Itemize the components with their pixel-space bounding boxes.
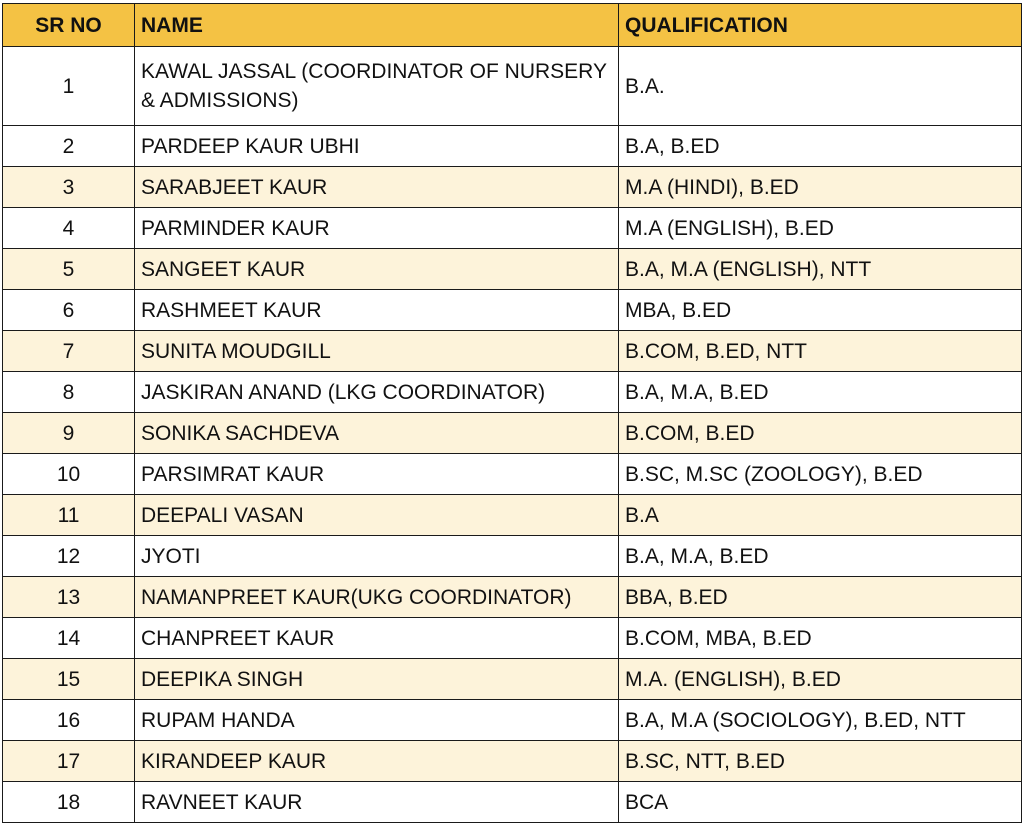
name-cell: DEEPALI VASAN (135, 495, 619, 536)
table-row (3, 290, 1022, 331)
table-row (3, 577, 1022, 618)
sr-no-cell: 11 (3, 495, 135, 536)
table-row (3, 249, 1022, 290)
table-row (3, 659, 1022, 700)
qualification-cell: BCA (619, 782, 1022, 823)
qualification-cell: B.COM, B.ED, NTT (619, 331, 1022, 372)
qualification-cell: B.A, B.ED (619, 126, 1022, 167)
qualification-cell: B.A, M.A (SOCIOLOGY), B.ED, NTT (619, 700, 1022, 741)
qualification-cell: B.COM, MBA, B.ED (619, 618, 1022, 659)
sr-no-cell: 7 (3, 331, 135, 372)
qualification-cell: B.A, M.A, B.ED (619, 536, 1022, 577)
name-cell: RASHMEET KAUR (135, 290, 619, 331)
table-row (3, 331, 1022, 372)
name-cell: PARDEEP KAUR UBHI (135, 126, 619, 167)
sr-no-cell: 10 (3, 454, 135, 495)
name-cell: SUNITA MOUDGILL (135, 331, 619, 372)
name-cell: JASKIRAN ANAND (LKG COORDINATOR) (135, 372, 619, 413)
sr-no-cell: 14 (3, 618, 135, 659)
qualification-cell: B.A, M.A (ENGLISH), NTT (619, 249, 1022, 290)
sr-no-cell: 3 (3, 167, 135, 208)
table-row (3, 208, 1022, 249)
sr-no-cell: 4 (3, 208, 135, 249)
sr-no-cell: 13 (3, 577, 135, 618)
table-row (3, 126, 1022, 167)
qualification-cell: B.SC, NTT, B.ED (619, 741, 1022, 782)
qualification-cell: B.SC, M.SC (ZOOLOGY), B.ED (619, 454, 1022, 495)
name-cell: DEEPIKA SINGH (135, 659, 619, 700)
qualification-cell: B.A (619, 495, 1022, 536)
qualification-cell: BBA, B.ED (619, 577, 1022, 618)
name-cell: SARABJEET KAUR (135, 167, 619, 208)
sr-no-cell: 16 (3, 700, 135, 741)
sr-no-cell: 18 (3, 782, 135, 823)
table-row (3, 536, 1022, 577)
sr-no-cell: 2 (3, 126, 135, 167)
name-cell: RUPAM HANDA (135, 700, 619, 741)
table-row (3, 47, 1022, 126)
name-cell: NAMANPREET KAUR(UKG COORDINATOR) (135, 577, 619, 618)
name-cell: KIRANDEEP KAUR (135, 741, 619, 782)
table-row (3, 741, 1022, 782)
qualification-cell: B.A. (619, 47, 1022, 126)
name-cell: PARSIMRAT KAUR (135, 454, 619, 495)
name-cell: SANGEET KAUR (135, 249, 619, 290)
name-cell: PARMINDER KAUR (135, 208, 619, 249)
table-row (3, 454, 1022, 495)
name-cell: KAWAL JASSAL (COORDINATOR OF NURSERY & ADMISSIONS) (135, 47, 619, 126)
header-qualification: QUALIFICATION (619, 4, 1022, 47)
sr-no-cell: 6 (3, 290, 135, 331)
sr-no-cell: 12 (3, 536, 135, 577)
table-row (3, 700, 1022, 741)
sr-no-cell: 1 (3, 47, 135, 126)
sr-no-cell: 15 (3, 659, 135, 700)
table-body (3, 47, 1022, 823)
qualification-cell: M.A (ENGLISH), B.ED (619, 208, 1022, 249)
name-cell: SONIKA SACHDEVA (135, 413, 619, 454)
table-row (3, 618, 1022, 659)
qualification-cell: M.A. (ENGLISH), B.ED (619, 659, 1022, 700)
sr-no-cell: 9 (3, 413, 135, 454)
qualification-cell: MBA, B.ED (619, 290, 1022, 331)
header-row (3, 4, 1022, 47)
name-cell: JYOTI (135, 536, 619, 577)
header-sr-no: SR NO (3, 4, 135, 47)
name-cell: RAVNEET KAUR (135, 782, 619, 823)
table-row (3, 413, 1022, 454)
table-row (3, 167, 1022, 208)
table-row (3, 782, 1022, 823)
qualification-cell: B.COM, B.ED (619, 413, 1022, 454)
table-row (3, 372, 1022, 413)
sr-no-cell: 5 (3, 249, 135, 290)
sr-no-cell: 17 (3, 741, 135, 782)
sr-no-cell: 8 (3, 372, 135, 413)
staff-table (2, 3, 1022, 823)
name-cell: CHANPREET KAUR (135, 618, 619, 659)
table-row (3, 495, 1022, 536)
table-header (3, 4, 1022, 47)
qualification-cell: B.A, M.A, B.ED (619, 372, 1022, 413)
header-name: NAME (135, 4, 619, 47)
qualification-cell: M.A (HINDI), B.ED (619, 167, 1022, 208)
